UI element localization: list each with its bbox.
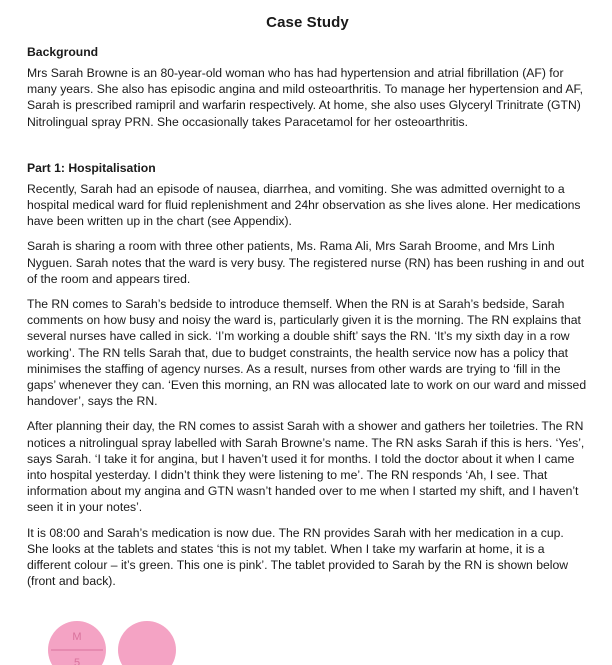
part1-paragraph-5: It is 08:00 and Sarah’s medication is now due. The RN provides Sarah with her medication in a cup. She looks at the tablets and states ‘this is not my tablet. When I take my warfarin at home, it is a different colour – it’s green. This one is pink’. The tablet provided to Sarah by the RN is shown below (front and back). — [27, 525, 569, 589]
part1-heading: Part 1: Hospitalisation — [27, 160, 156, 175]
part1-paragraph-3: The RN comes to Sarah’s bedside to introduce themself. When the RN is at Sarah’s bedside, Sarah comments on how busy and noisy the ward is, particularly given it is the morning. The RN explains that several nurses have called in sick. ‘I’m working a double shift’ says the RN. ‘It’s my sixth day in a row working’. The RN tells Sarah that, due to budget constraints, the health service now has a policy that minimises the staffing of agency nurses. As a result, nurses from other wards are trying to ‘fill in the gaps’ whenever they can. ‘Even this morning, an RN was allocated late to work on our ward and missed handover’, says the RN. — [27, 297, 587, 409]
part1-paragraph-4: After planning their day, the RN comes to assist Sarah with a shower and gathers her toiletries. The RN notices a nitrolingual spray labelled with Sarah Browne’s name. The RN asks Sarah if this is hers. ‘Yes’, says Sarah. ‘I take it for angina, but I haven’t used it for months. I told the doctor about it when I came into hospital yesterday. I didn’t think they were listening to me’. The RN responds ‘Ah, I see. That information about my angina and GTN wasn’t handed over to me when I started my shift, and I haven’t seen it in your notes’. — [27, 419, 585, 515]
background-heading: Background — [27, 45, 99, 59]
background-paragraph: Mrs Sarah Browne is an 80-year-old woman who has had hypertension and atrial fibrillation (AF) for many years. She also has episodic angina and mild osteoarthritis. To manage her hypertension and AF, Sarah is prescribed ramipril and warfarin respectively. At home, she also uses Glyceryl Trinitrate (GTN) Nitrolingual spray PRN. She occasionally takes Paracetamol for her osteoarthritis. — [27, 66, 583, 129]
part1-paragraph-2: Sarah is sharing a room with three other patients, Ms. Rama Ali, Mrs Sarah Broome, and Mrs Linh Nyguen. Sarah notes that the ward is very busy. The registered nurse (RN) has been rushing in and out of the room and appears tired. — [27, 239, 585, 286]
tablet-back-body — [118, 621, 176, 665]
part1-paragraph-1: Recently, Sarah had an episode of nausea, diarrhea, and vomiting. She was admitted overnight to a hospital medical ward for fluid replenishment and 24hr observation as she lives alone. Her medications have been written up in the chart (see Appendix). — [27, 181, 581, 229]
tablet-marking-bottom: 5 — [73, 657, 81, 665]
tablet-back — [118, 621, 176, 665]
tablet-marking-top: M — [72, 631, 82, 643]
tablet-front — [48, 621, 106, 665]
tablet-image — [47, 620, 187, 665]
page-title: Case Study — [266, 14, 349, 31]
